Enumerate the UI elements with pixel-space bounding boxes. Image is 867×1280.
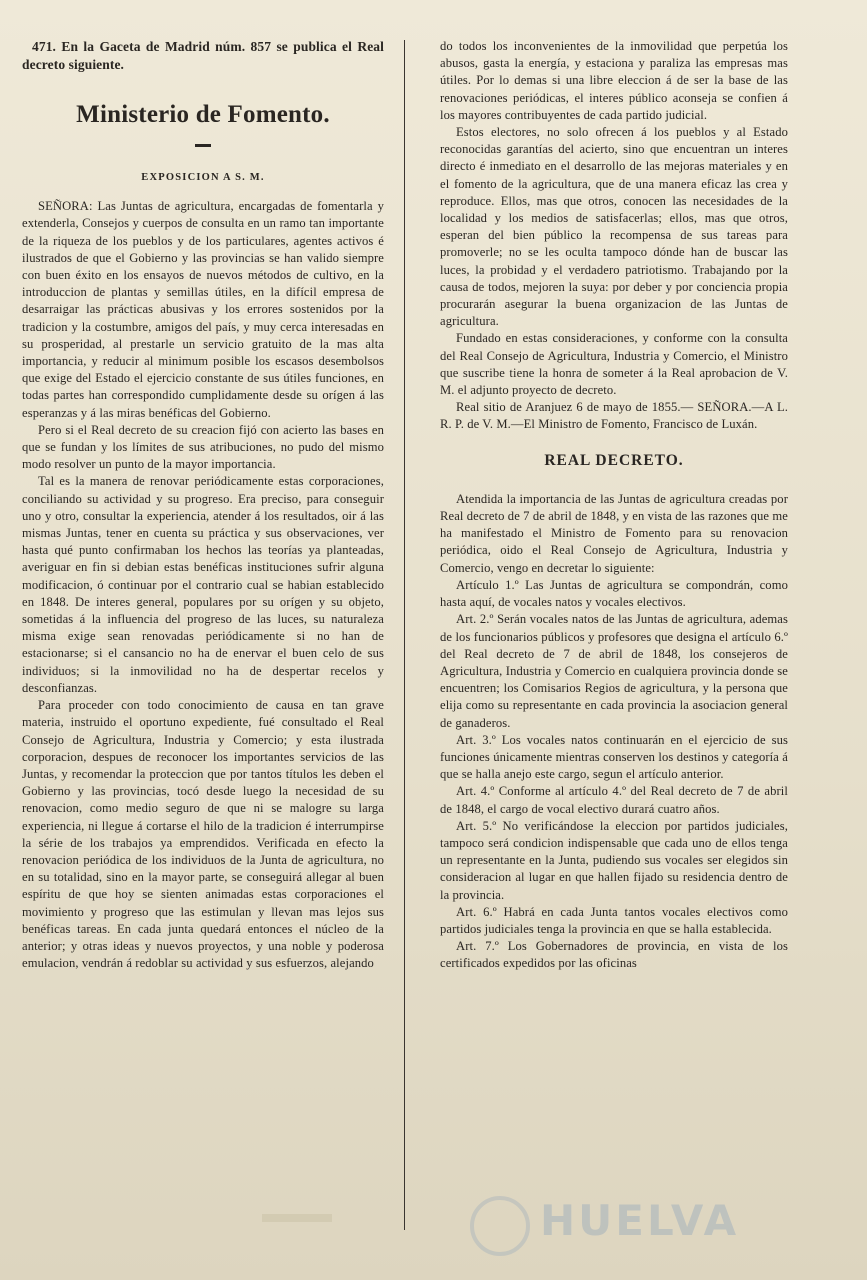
right-paragraph: do todos los inconvenientes de la inmovilidad que perpetúa los abusos, gasta la energía, y estaciona y paraliza las empresas mas útiles. Por lo demas si una libre eleccion á de ser la base de las renovaciones periódicas, el interes público aconseja se confien á los mayores contribuyentes de cada partido judicial. bbox=[440, 39, 788, 122]
left-paragraph: Pero si el Real decreto de su creacion fijó con acierto las bases en que se fundan y los límites de sus atribuciones, no pudo del mismo modo resolver un punto de la mayor importancia. bbox=[22, 422, 384, 472]
decree-article: Art. 2.º Serán vocales natos de las Juntas de agricultura, ademas de los funcionarios públicos y profesores que designa el artículo 6.º del Real decreto de 7 de abril de 1848, los consejeros de Agricultura, Industria y Comercio en cualquiera provincia donde se encuentren; los Comisarios Regios de agricultura, y la persona que elija como su representante en cada provincia la asociacion general de ganaderos. bbox=[440, 612, 788, 730]
right-paragraph: Fundado en estas consideraciones, y conforme con la consulta del Real Consejo de Agricultura, Industria y Comercio, el Ministro que suscribe tiene la honra de someter á la Real aprobacion de V. M. el adjunto proyecto de decreto. bbox=[440, 331, 788, 398]
decree-article: Artículo 1.º Las Juntas de agricultura se compondrán, como hasta aquí, de vocales natos y vocales electivos. bbox=[440, 577, 788, 610]
signature-line: Real sitio de Aranjuez 6 de mayo de 1855.— SEÑORA.—A L. R. P. de V. M.—El Ministro de Fomento, Francisco de Luxán. bbox=[440, 400, 788, 432]
watermark-text: HUELVA bbox=[540, 1196, 740, 1245]
decree-article: Art. 4.º Conforme al artículo 4.º del Real decreto de 7 de abril de 1848, el cargo de vocal electivo durará cuatro años. bbox=[440, 784, 788, 816]
right-paragraph: Estos electores, no solo ofrecen á los pueblos y al Estado reconocidas garantías del acierto, sino que encuentran un interes directo é inmediato en el desarrollo de las mejoras materiales y en el fomento de la agricultura, que de una manera eficaz las crea y reproduce. Ellos, mas que otros, conocen las necesidades de la localidad y los medios de satisfacerlas; ellos, mas que otros, esperan del bien público la recompensa de sus tareas para promoverle; no se les oculta tampoco dónde han de buscar las luces, la probidad y el verdadero patriotismo. Trabajando por la causa de todos, mejoren la suya: por deber y por conciencia propia procurarán asegurar la buena organizacion de las Juntas de agricultura. bbox=[440, 125, 788, 329]
left-column bbox=[22, 38, 384, 972]
decree-article: Art. 6.º Habrá en cada Junta tantos vocales electivos como partidos judiciales tenga la provincia en que se halla establecida. bbox=[440, 904, 788, 936]
left-paragraph: Tal es la manera de renovar periódicamente estas corporaciones, conciliando su actividad y su progreso. Era preciso, para conseguir uno y otro, consultar la experiencia, atender á los resultados, oir á las mismas Juntas, tener en cuenta su práctica y sus observaciones, ver hasta qué punto confirmaban los hechos las teorías ya planteadas, averiguar en fin si debian estas benéficas instituciones sufrir alguna modificacion, ó continuar por el contrario cual se habian establecido en 1848. De interes general, populares por su orígen y su objeto, sometidas á la influencia del progreso de las luces, su naturaleza misma exige sean renovadas periódicamente si no han de estacionarse; si el cansancio no ha de enervar el buen celo de sus individuos; si la inmovilidad no ha de despertar recelos y desconfianzas. bbox=[22, 474, 384, 695]
footer-smudge bbox=[262, 1214, 332, 1222]
section-divider bbox=[195, 144, 211, 147]
column-rule bbox=[404, 40, 405, 1230]
left-paragraph: SEÑORA: Las Juntas de agricultura, encargadas de fomentarla y extenderla, Consejos y cuerpos de consulta en un ramo tan importante de la riqueza de los pueblos y de los particulares, agentes activos é ilustrados de que el Gobierno y las provincias se han valido siempre con buen éxito en los ensayos de nuevos métodos de cultivo, en la introduccion de plantas y semillas útiles, en la difícil empresa de desarraigar las prácticas abusivas y los errores sostenidos por la tradicion y la costumbre, amigos del país, y muy cerca interesadas en su prosperidad, al prestarle un servicio gratuito de la mas alta importancia, y reducir al minimum posible los escasos desembolsos que exige del Estado el ejercicio constante de sus útiles funciones, en todas partes han correspondido cumplidamente desde su orígen á las esperanzas y á las miras benéficas del Gobierno. bbox=[22, 199, 384, 420]
decree-article: Art. 5.º No verificándose la eleccion por partidos judiciales, tampoco será condicion indispensable que cada uno de ellos tenga un representante en la Junta, pudiendo sus vocales ser elegidos sin consideracion al lugar en que hallen fijado su residencia dentro de la provincia. bbox=[440, 818, 788, 902]
gazette-header: 471. En la Gaceta de Madrid núm. 857 se publica el Real decreto siguiente. bbox=[22, 39, 384, 72]
royal-decree-heading: REAL DECRETO. bbox=[544, 451, 684, 469]
watermark-emblem-icon bbox=[470, 1196, 530, 1256]
ministry-title: Ministerio de Fomento. bbox=[76, 101, 330, 128]
left-paragraph: Para proceder con todo conocimiento de causa en tan grave materia, instruido el oportuno expediente, fué consultado el Real Consejo de Agricultura, Industria y Comercio; y esta ilustrada corporacion, despues de reconocer los importantes servicios de las Juntas, y recomendar la proteccion que por tantos títulos les deben el Gobierno y las provincias, tocó desde luego la necesidad de su renovacion, como medio seguro de que ni se malogre su larga experiencia, ni llegue á cortarse el hilo de la tradicion é interrumpirse la série de los trabajos ya emprendidos. Verificada en efecto la renovacion periódica de los individuos de la Junta de agricultura, no en su totalidad, sino en la mayor parte, se conseguirá allegar al buen espíritu de que hoy se sienten animadas estas corporaciones el movimiento y progreso que las estimulan y llevan mas lejos sus benéficas tareas. En cada junta quedará entonces el núcleo de la anterior; y otras ideas y nuevos proyectos, y una noble y poderosa emulacion, vendrán á redoblar su actividad y sus esfuerzos, alejando bbox=[22, 698, 384, 971]
decree-article: Art. 7.º Los Gobernadores de provincia, en vista de los certificados expedidos por las oficinas bbox=[440, 939, 788, 971]
decree-article: Art. 3.º Los vocales natos continuarán en el ejercicio de sus funciones únicamente mientras conserven los destinos y categoría á que se halla anejo este cargo, segun el artículo anterior. bbox=[440, 732, 788, 782]
exposicion-heading: EXPOSICION A S. M. bbox=[141, 172, 265, 183]
right-column bbox=[440, 38, 788, 973]
decree-paragraph: Atendida la importancia de las Juntas de agricultura creadas por Real decreto de 7 de abril de 1848, y en vista de las razones que me ha manifestado el Ministro de Fomento para su renovacion periódica, oido el Real Consejo de Agricultura, Industria y Comercio, vengo en decretar lo siguiente: bbox=[440, 491, 788, 575]
